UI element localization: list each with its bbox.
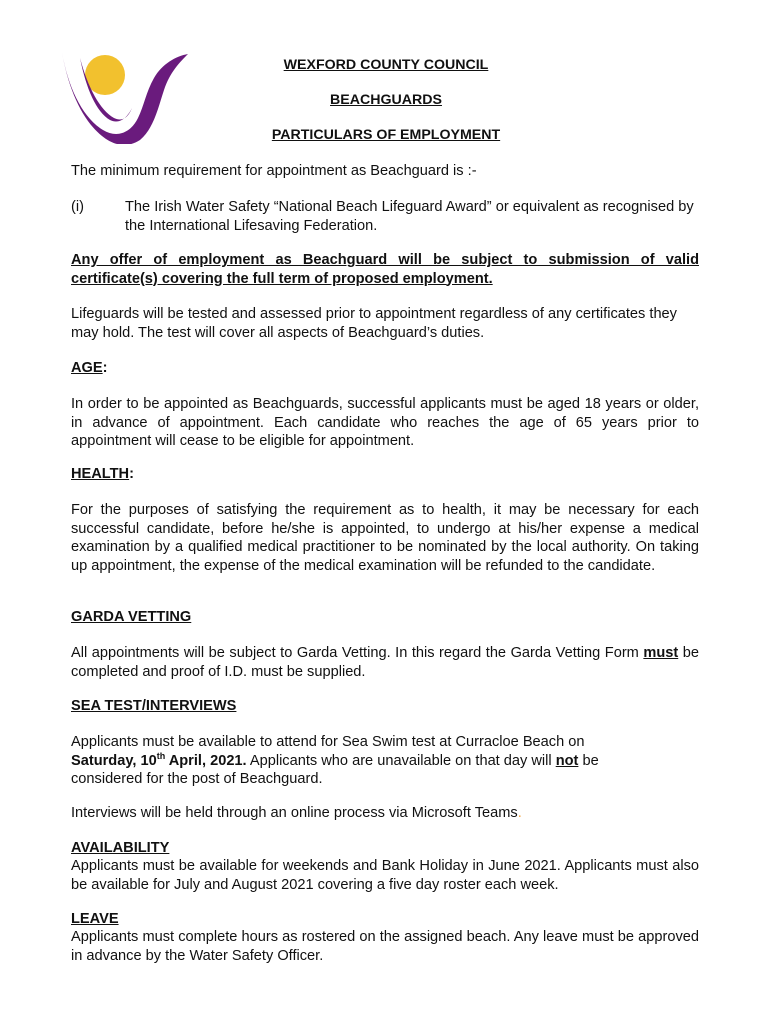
age-text: In order to be appointed as Beachguards, successful applicants must be aged 18 years or older, in advance of appointment. Each candidate who reaches the age of 65 years prior to appointment will cease to be eligible for appointment. [71, 396, 699, 449]
health-heading-label: HEALTH [71, 466, 130, 482]
council-logo [58, 48, 190, 144]
health-heading [71, 465, 699, 484]
leave-heading: LEAVE [71, 911, 119, 927]
garda-text-after: be completed and proof of I.D. must be supplied. [71, 645, 699, 680]
leave-text: Applicants must complete hours as rostered on the assigned beach. Any leave must be approved in advance by the Water Safety Officer. [71, 929, 699, 964]
offer-notice: Any offer of employment as Beachguard will be subject to submission of valid certificate(s) covering the full term of proposed employment. [71, 252, 699, 287]
requirement-numeral: (i) [71, 199, 84, 215]
age-heading-colon: : [102, 360, 108, 376]
intro-text: The minimum requirement for appointment as Beachguard is :- [71, 163, 477, 179]
sea-test-date-day: Saturday, 10 [71, 752, 157, 769]
sea-test-text-mid: Applicants who are unavailable on that day will [246, 752, 556, 769]
sea-test-text [71, 733, 631, 789]
interviews-dot: . [517, 805, 522, 821]
age-heading-label: AGE [71, 360, 103, 376]
sea-test-text-after: be considered for the post of Beachguard. [71, 752, 599, 787]
requirement-text: The Irish Water Safety “National Beach Lifeguard Award” or equivalent as recognised by the International Lifesaving Federation. [125, 199, 694, 234]
health-text: For the purposes of satisfying the requirement as to health, it may be necessary for each successful candidate, before he/she is appointed, to undergo at his/her expense a medical examination by a qualified medical practitioner to be nominated by the local authority. On taking up appointment, the expense of the medical examination will be refunded to the candidate. [71, 502, 699, 574]
document-title: PARTICULARS OF EMPLOYMENT [271, 127, 501, 143]
sea-test-emphasis: not [555, 752, 579, 769]
org-title: WEXFORD COUNTY COUNCIL [283, 57, 489, 73]
age-heading [71, 359, 699, 378]
garda-emphasis: must [643, 645, 679, 661]
logo-wave-icon [62, 52, 188, 144]
garda-text [71, 644, 699, 681]
sea-test-date-rest: April, 2021. [165, 752, 247, 769]
health-heading-colon: : [129, 466, 134, 482]
dept-title: BEACHGUARDS [330, 92, 442, 108]
sea-test-text-before: Applicants must be available to attend for Sea Swim test at Curracloe Beach on [71, 734, 585, 750]
garda-heading: GARDA VETTING [71, 609, 192, 625]
garda-text-before: All appointments will be subject to Garda Vetting. In this regard the Garda Vetting Form [71, 645, 644, 661]
availability-text: Applicants must be available for weekends and Bank Holiday in June 2021. Applicants must also be available for July and August 2021 covering a five day roster each week. [71, 858, 699, 893]
sea-test-heading: SEA TEST/INTERVIEWS [71, 698, 237, 714]
interviews-text-main: Interviews will be held through an online process via Microsoft Teams [71, 805, 518, 821]
availability-heading: AVAILABILITY [71, 840, 170, 856]
testing-text: Lifeguards will be tested and assessed prior to appointment regardless of any certificates they may hold. The test will cover all aspects of Beachguard’s duties. [71, 306, 677, 341]
sea-test-date-sup: th [156, 750, 166, 761]
interviews-text [71, 804, 699, 823]
